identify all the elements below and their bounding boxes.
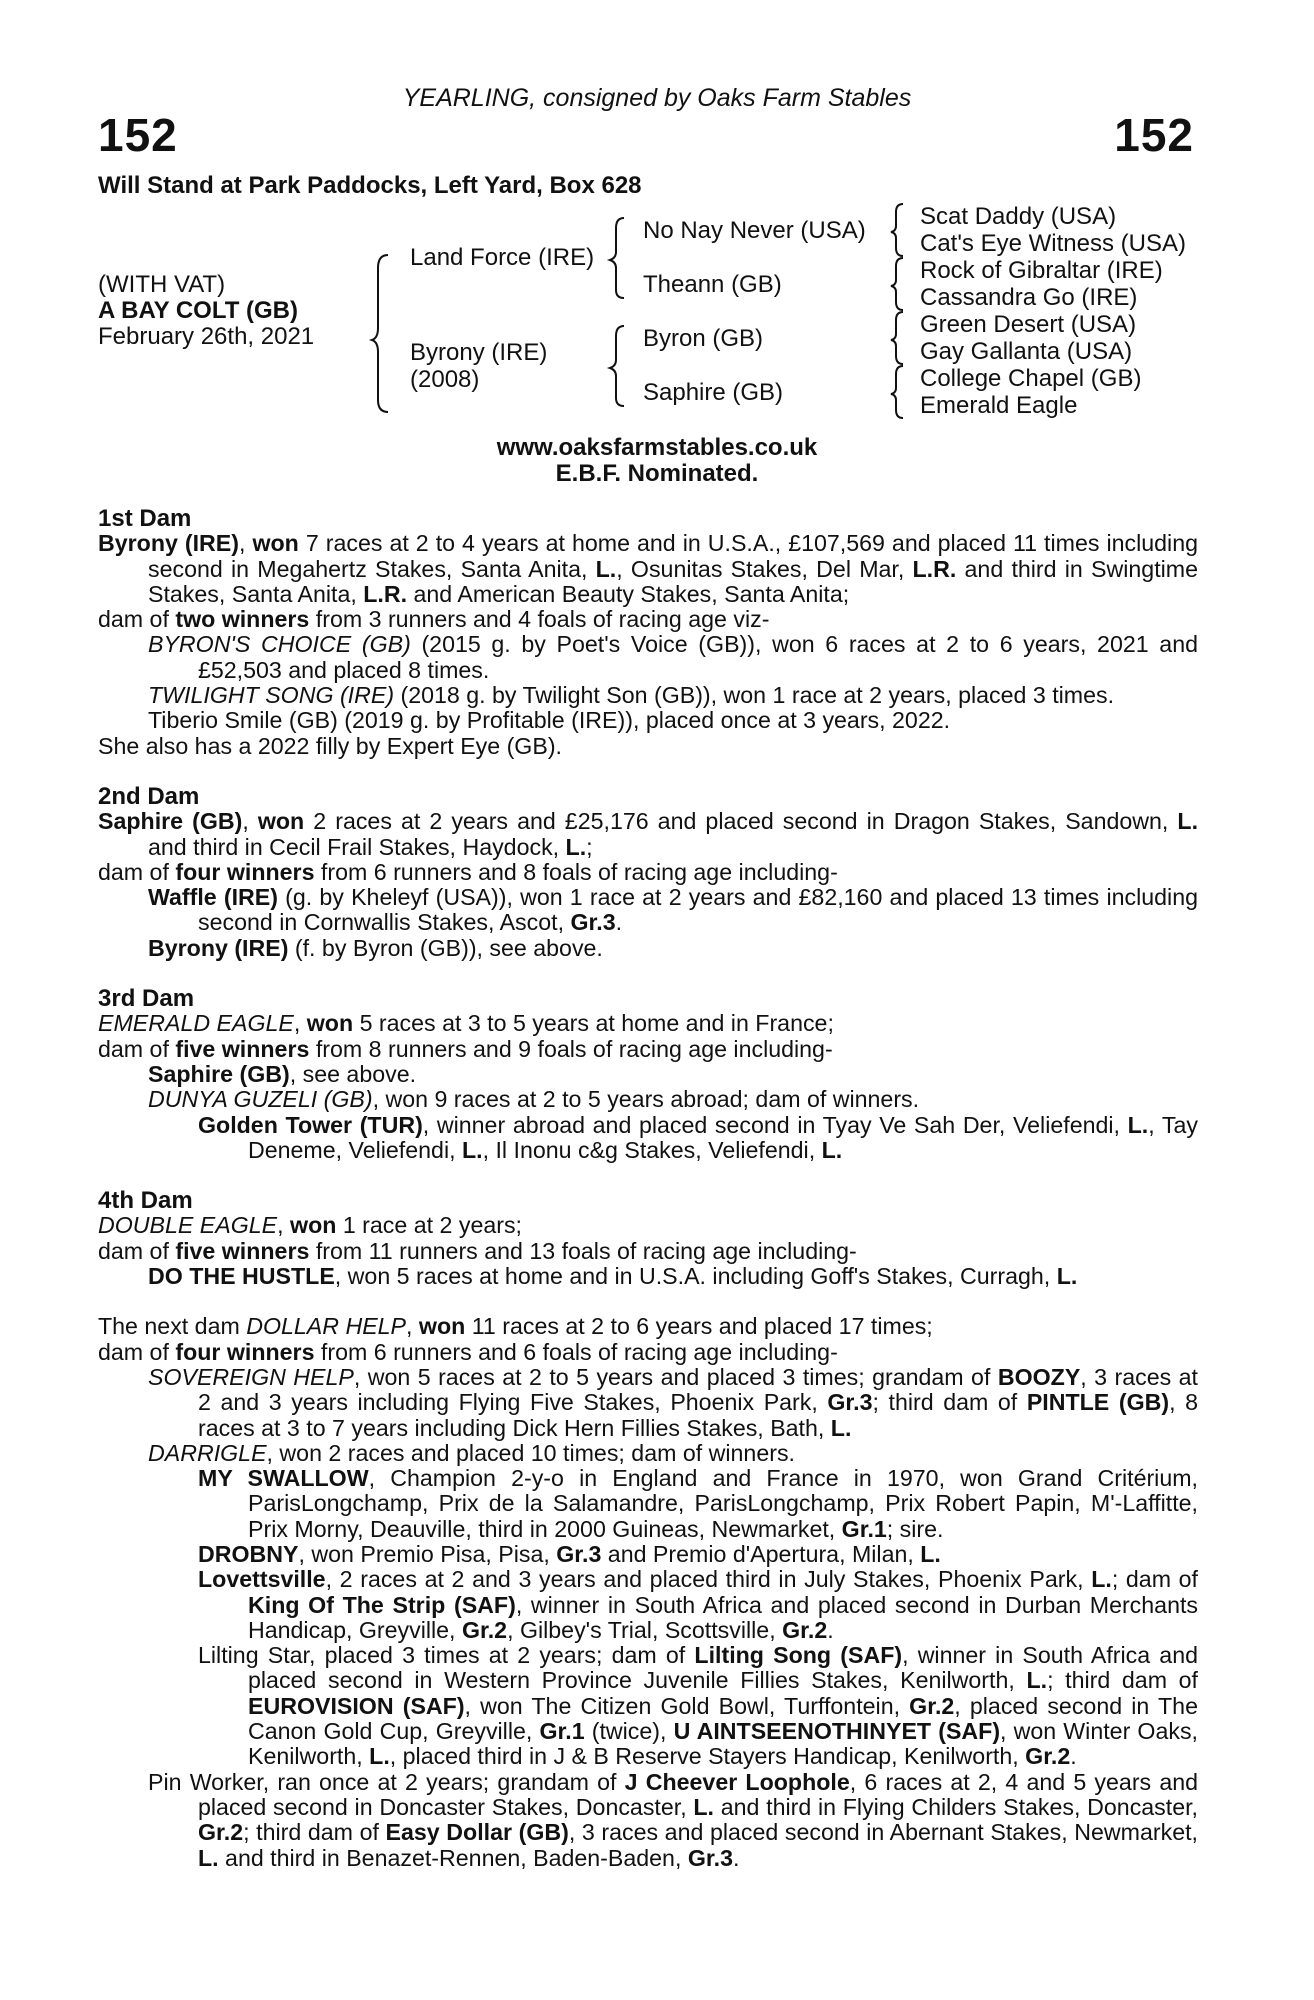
- lot-number-left: 152: [98, 109, 178, 161]
- third-dam-produce-summary: dam of five winners from 8 runners and 9 foals of racing age including-: [98, 1035, 833, 1062]
- ebf-nomination: E.B.F. Nominated.: [555, 460, 759, 487]
- gg-3: Rock of Gibraltar (IRE): [920, 257, 1163, 284]
- sire-dam: Theann (GB): [643, 271, 782, 298]
- fourth-dam-record: DOUBLE EAGLE, won 1 race at 2 years;: [98, 1212, 522, 1239]
- gg-7: College Chapel (GB): [920, 365, 1142, 392]
- produce-line: Lovettsville, 2 races at 2 and 3 years and placed third in July Stakes, Phoenix Park, L.; dam of King Of The Strip (SAF), winner in South Africa and placed second in Durban Merchants Handicap, Greyville, Gr.2, Gilbey's Trial, Scottsville, Gr.2.: [198, 1566, 1199, 1643]
- gg-8: Emerald Eagle: [920, 392, 1078, 419]
- dam-year: (2008): [410, 366, 480, 393]
- dam-sire: Byron (GB): [643, 325, 764, 352]
- heading-3rd-dam: 3rd Dam: [98, 985, 195, 1013]
- lot-number-right: 152: [1114, 109, 1194, 161]
- pedigree-notes: [98, 506, 1198, 1871]
- subject-name: A BAY COLT (GB): [98, 297, 299, 324]
- produce-line: SOVEREIGN HELP, won 5 races at 2 to 5 years and placed 3 times; grandam of BOOZY, 3 races at 2 and 3 years including Flying Five Stakes, Phoenix Park, Gr.3; third dam of PINTLE (GB), 8 races at 3 to 7 years including Dick Hern Fillies Stakes, Bath, L.: [148, 1363, 1198, 1441]
- gg-6: Gay Gallanta (USA): [920, 338, 1133, 365]
- produce-line: DROBNY, won Premio Pisa, Pisa, Gr.3 and Premio d'Apertura, Milan, L.: [198, 1540, 941, 1567]
- sire-sire: No Nay Never (USA): [643, 217, 866, 244]
- consignor-line: YEARLING, consigned by Oaks Farm Stables: [402, 84, 912, 112]
- heading-2nd-dam: 2nd Dam: [98, 782, 200, 810]
- second-dam-record: Saphire (GB), won 2 races at 2 years and £25,176 and placed second in Dragon Stakes, Sandown, L. and third in Cecil Frail Stakes, Haydock, L.;: [98, 808, 1199, 860]
- produce-line: Byrony (IRE) (f. by Byron (GB)), see above.: [148, 934, 603, 961]
- next-dam-record: The next dam DOLLAR HELP, won 11 races at 2 to 6 years and placed 17 times;: [98, 1313, 933, 1340]
- dam-produce-summary: dam of two winners from 3 runners and 4 foals of racing age viz-: [98, 606, 770, 633]
- website: www.oaksfarmstables.co.uk: [496, 434, 818, 461]
- produce-line: Tiberio Smile (GB) (2019 g. by Profitable (IRE)), placed once at 3 years, 2022.: [148, 707, 951, 734]
- second-dam-produce-summary: dam of four winners from 6 runners and 8 foals of racing age including-: [98, 858, 838, 885]
- produce-line: She also has a 2022 filly by Expert Eye (GB).: [98, 732, 562, 759]
- gg-1: Scat Daddy (USA): [920, 203, 1117, 230]
- produce-line: DUNYA GUZELI (GB), won 9 races at 2 to 5 years abroad; dam of winners.: [148, 1086, 920, 1113]
- produce-line: BYRON'S CHOICE (GB) (2015 g. by Poet's Voice (GB)), won 6 races at 2 to 6 years, 2021 and £52,503 and placed 8 times.: [148, 631, 1198, 683]
- dam-record: Byrony (IRE), won 7 races at 2 to 4 years at home and in U.S.A., £107,569 and placed 11 times including second in Megahertz Stakes, Santa Anita, L., Osunitas Stakes, Del Mar, L.R. and third in Swingtime Stakes, Santa Anita, L.R. and American Beauty Stakes, Santa Anita;: [98, 530, 1198, 607]
- produce-line: DARRIGLE, won 2 races and placed 10 times; dam of winners.: [148, 1439, 795, 1466]
- produce-line: Pin Worker, ran once at 2 years; grandam of J Cheever Loophole, 6 races at 2, 4 and 5 years and placed second in Doncaster Stakes, Doncaster, L. and third in Flying Childers Stakes, Doncaster, Gr.2; third dam of Easy Dollar (GB), 3 races and placed second in Abernant Stakes, Newmarket, L. and third in Benazet-Rennen, Baden-Baden, Gr.3.: [148, 1768, 1199, 1871]
- heading-4th-dam: 4th Dam: [98, 1187, 193, 1215]
- dam-dam: Saphire (GB): [643, 379, 784, 406]
- vat-note: (WITH VAT): [98, 271, 226, 298]
- gg-2: Cat's Eye Witness (USA): [920, 230, 1186, 257]
- third-dam-record: EMERALD EAGLE, won 5 races at 3 to 5 years at home and in France;: [98, 1010, 834, 1037]
- produce-line: Saphire (GB), see above.: [148, 1060, 417, 1087]
- heading-1st-dam: 1st Dam: [98, 505, 192, 532]
- next-dam-produce-summary: dam of four winners from 6 runners and 6 foals of racing age including-: [98, 1338, 838, 1365]
- produce-line: Waffle (IRE) (g. by Kheleyf (USA)), won 1 race at 2 years and £82,160 and placed 13 times including second in Cornwallis Stakes, Ascot, Gr.3.: [148, 884, 1198, 936]
- produce-line: DO THE HUSTLE, won 5 races at home and in U.S.A. including Goff's Stakes, Curragh, L.: [148, 1263, 1078, 1290]
- produce-line: MY SWALLOW, Champion 2-y-o in England and France in 1970, won Grand Critérium, ParisLongchamp, Prix de la Salamandre, ParisLongchamp, Prix Robert Papin, M'-Laffitte, Prix Morny, Deauville, third in 2000 Guineas, Newmarket, Gr.1; sire.: [198, 1465, 1198, 1542]
- dam: Byrony (IRE): [410, 339, 548, 366]
- gg-4: Cassandra Go (IRE): [920, 284, 1138, 311]
- gg-5: Green Desert (USA): [920, 311, 1137, 338]
- subject-dob: February 26th, 2021: [98, 323, 315, 350]
- fourth-dam-produce-summary: dam of five winners from 11 runners and 13 foals of racing age including-: [98, 1237, 857, 1264]
- produce-line: Golden Tower (TUR), winner abroad and placed second in Tyay Ve Sah Der, Veliefendi, L., Tay Deneme, Veliefendi, L., Il Inonu c&g Stakes, Veliefendi, L.: [198, 1111, 1198, 1163]
- produce-line: TWILIGHT SONG (IRE) (2018 g. by Twilight Son (GB)), won 1 race at 2 years, placed 3 times.: [148, 682, 1115, 709]
- produce-line: Lilting Star, placed 3 times at 2 years; dam of Lilting Song (SAF), winner in South Africa and placed second in Western Province Juvenile Fillies Stakes, Kenilworth, L.; third dam of EUROVISION (SAF), won The Citizen Gold Bowl, Turffontein, Gr.2, placed second in The Canon Gold Cup, Greyville, Gr.1 (twice), U AINTSEENOTHINYET (SAF), won Winter Oaks, Kenilworth, L., placed third in J & B Reserve Stayers Handicap, Kenilworth, Gr.2.: [198, 1642, 1198, 1770]
- sire: Land Force (IRE): [410, 244, 595, 271]
- stand-location: Will Stand at Park Paddocks, Left Yard, Box 628: [98, 172, 642, 199]
